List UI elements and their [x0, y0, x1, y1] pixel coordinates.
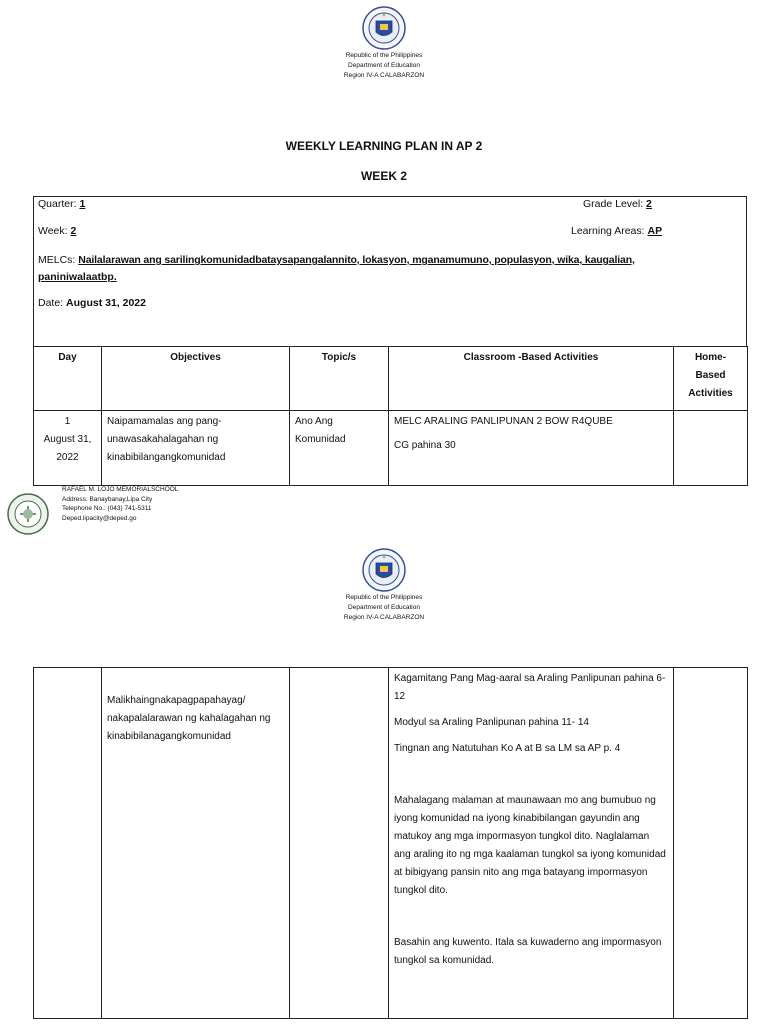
plan-title: WEEKLY LEARNING PLAN IN AP 2: [285, 139, 483, 153]
home-activity-cell: [674, 411, 748, 486]
objective-cell: [102, 668, 290, 1019]
date-label: Date:: [38, 297, 64, 309]
learning-area-value: AP: [647, 225, 663, 237]
date-field: [38, 297, 146, 309]
activity-paragraph: Modyul sa Araling Panlipunan pahina 11- 14: [394, 717, 589, 728]
week-field: [38, 225, 76, 237]
quarter-field: [38, 198, 101, 210]
col-header-topics: Topic/s: [290, 347, 389, 411]
table-row: [34, 668, 748, 1019]
col-header-home-line: Activities: [688, 388, 733, 399]
col-header-home: [674, 347, 748, 411]
day-date-year: 2022: [56, 452, 79, 463]
quarter-value: 1: [79, 198, 86, 210]
learning-area-field: [571, 225, 669, 237]
agency-header: [0, 51, 768, 81]
activity-line: MELC ARALING PANLIPUNAN 2 BOW R4QUBE: [394, 416, 613, 427]
header-line: Republic of the Philippines: [345, 594, 423, 601]
header-line: Region IV-A CALABARZON: [343, 614, 425, 621]
quarter-label: Quarter:: [38, 198, 77, 210]
activity-paragraph: Mahalagang malaman at maunawaan mo ang bumubuo ng iyong komunidad na iyong kinabibilangan gayundin ang matukoy ang mga impormasyon tungkol dito. Naglalaman ang araling ito ng mga kaalaman tungkol sa iyong komunidad at bibigyang pansin nito ang mga batayang impormasyon tungkol dito.: [394, 795, 666, 896]
header-line: Region IV-A CALABARZON: [343, 72, 425, 79]
topic-cell: Ano Ang Komunidad: [290, 411, 389, 486]
melcs-field: [38, 252, 743, 286]
melcs-label: MELCs:: [38, 254, 76, 266]
col-header-objectives: Objectives: [102, 347, 290, 411]
school-name: RAFAEL M. LOJO MEMORIALSCHOOL: [62, 486, 179, 493]
plan-table: [33, 346, 748, 486]
school-info: [62, 485, 178, 523]
activity-paragraph: Tingnan ang Natutuhan Ko A at B sa LM sa AP p. 4: [394, 743, 621, 754]
week-title: WEEK 2: [360, 169, 407, 183]
objective-cell: Naipamamalas ang pang-unawasakahalagahan ng kinabibilangangkomunidad: [102, 411, 290, 486]
grade-field: [583, 198, 652, 210]
header-line: Department of Education: [348, 62, 420, 69]
header-line: Department of Education: [348, 604, 420, 611]
day-date: August 31,: [43, 434, 92, 445]
objective-text: Malikhaingnakapagpapahayag/ nakapalalarawan ng kahalagahan ng kinabibilanagangkomunidad: [107, 695, 271, 742]
school-logo-icon: [7, 493, 49, 535]
col-header-day: Day: [34, 347, 102, 411]
home-activity-cell: [674, 668, 748, 1019]
topic-cell: [290, 668, 389, 1019]
melcs-text-cont: paniniwalaatbp.: [38, 271, 117, 283]
week-label: Week:: [38, 225, 68, 237]
agency-header-page2: [0, 593, 768, 623]
table-header-row: [34, 347, 748, 411]
week-value: 2: [70, 225, 77, 237]
activity-paragraph: Basahin ang kuwento. Itala sa kuwaderno ang impormasyon tungkol sa komunidad.: [394, 937, 662, 966]
header-line: Republic of the Philippines: [345, 52, 423, 59]
day-cell: [34, 668, 102, 1019]
classroom-activity-cell: [389, 668, 674, 1019]
grade-label: Grade Level:: [583, 198, 644, 210]
activity-line: CG pahina 30: [394, 440, 456, 451]
date-value: August 31, 2022: [66, 297, 146, 309]
col-header-home-line: Home-: [694, 352, 727, 363]
deped-seal-icon: [362, 6, 406, 50]
day-number: 1: [64, 416, 71, 427]
col-header-classroom: Classroom -Based Activities: [389, 347, 674, 411]
table-row: [34, 411, 748, 486]
classroom-activity-cell: [389, 411, 674, 486]
melcs-text: Nailalarawan ang sarilingkomunidadbataysapangalannito, lokasyon, mganamumuno, populasyon, wika, kaugalian,: [78, 254, 635, 266]
learning-area-label: Learning Areas:: [571, 225, 645, 237]
school-telephone: Telephone No.: (043) 741-5311: [62, 505, 152, 513]
school-email: Deped.lipacity@deped.go: [62, 514, 137, 522]
activity-paragraph: Kagamitang Pang Mag-aaral sa Araling Panlipunan pahina 6-12: [394, 673, 666, 702]
deped-seal-icon: [362, 548, 406, 592]
grade-value: 2: [646, 198, 652, 210]
day-cell: [34, 411, 102, 486]
plan-table-continued: [33, 667, 748, 1019]
col-header-home-line: Based: [695, 370, 726, 381]
school-address: Address: Banaybanay,Lipa City: [62, 495, 153, 503]
